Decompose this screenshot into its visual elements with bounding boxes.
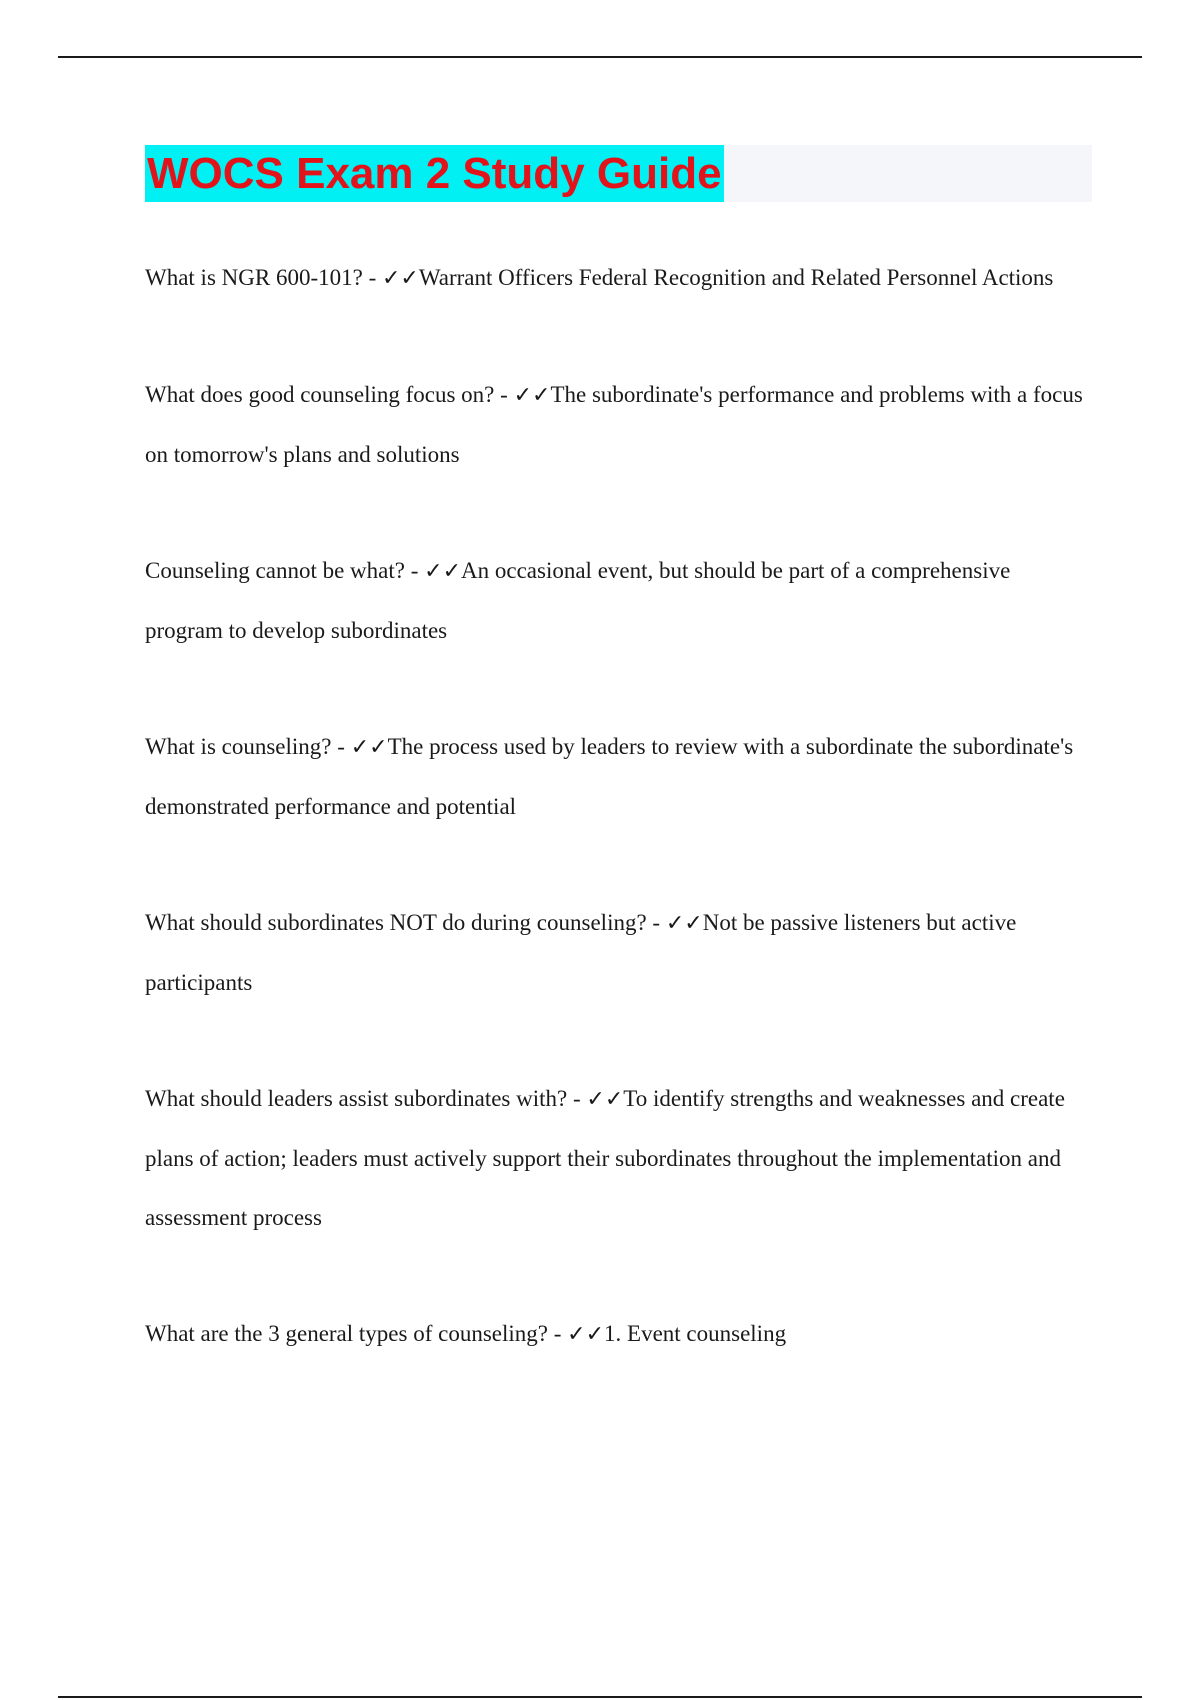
answer-text: Not be passive listeners but active participants (145, 910, 1017, 995)
answer-text: An occasional event, but should be part of a comprehensive program to develop subordinates (145, 558, 1011, 643)
separator: - (567, 1086, 587, 1111)
double-check-icon: ✓✓ (586, 1087, 624, 1112)
answer-text: Warrant Officers Federal Recognition and Related Personnel Actions (418, 265, 1054, 290)
qa-item (145, 248, 1085, 308)
qa-list (145, 248, 1085, 1421)
qa-item (145, 365, 1085, 484)
answer-text: The process used by leaders to review with a subordinate the subordinate's demonstrated performance and potential (145, 734, 1074, 819)
question-text: What is NGR 600-101? (145, 265, 363, 290)
double-check-icon: ✓✓ (424, 559, 462, 584)
double-check-icon: ✓✓ (350, 735, 388, 760)
document-title: WOCS Exam 2 Study Guide (145, 145, 724, 202)
qa-item (145, 717, 1085, 836)
double-check-icon: ✓✓ (382, 266, 419, 291)
answer-text: 1. Event counseling (604, 1321, 787, 1346)
separator: - (362, 265, 382, 290)
question-text: Counseling cannot be what? (145, 558, 405, 583)
top-rule (58, 56, 1142, 58)
question-text: What are the 3 general types of counseling? (145, 1321, 548, 1346)
question-text: What is counseling? (145, 734, 332, 759)
qa-item (145, 1304, 1085, 1364)
question-text: What should leaders assist subordinates with? (145, 1086, 568, 1111)
qa-item (145, 893, 1085, 1012)
question-text: What should subordinates NOT do during counseling? (145, 910, 647, 935)
separator: - (547, 1321, 568, 1346)
answer-text: The subordinate's performance and problems with a focus on tomorrow's plans and solutions (145, 382, 1083, 467)
separator: - (646, 910, 666, 935)
double-check-icon: ✓✓ (665, 911, 703, 936)
qa-item (145, 1069, 1085, 1247)
qa-item (145, 541, 1085, 660)
separator: - (331, 734, 351, 759)
separator: - (494, 382, 514, 407)
separator: - (404, 558, 425, 583)
double-check-icon: ✓✓ (513, 383, 551, 408)
answer-text: To identify strengths and weaknesses and create plans of action; leaders must actively support their subordinates throughout the implementation and assessment process (145, 1086, 1065, 1230)
question-text: What does good counseling focus on? (145, 382, 495, 407)
bottom-rule (58, 1696, 1142, 1698)
double-check-icon: ✓✓ (567, 1322, 605, 1347)
